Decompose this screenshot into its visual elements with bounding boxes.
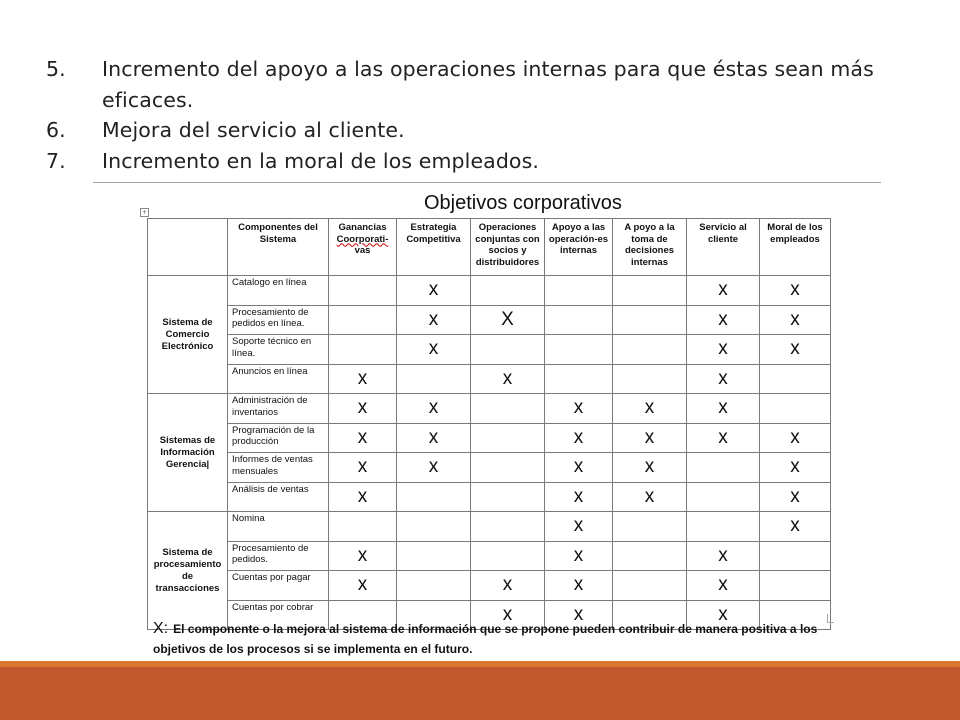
mark-cell: x (397, 305, 471, 335)
mark-cell (397, 364, 471, 394)
mark-cell: x (613, 394, 687, 424)
mark-cell: x (329, 364, 397, 394)
table-row (148, 305, 831, 335)
table-body (148, 276, 831, 630)
mark-cell (471, 541, 545, 571)
table-row (148, 423, 831, 453)
table-row (148, 335, 831, 365)
mark-cell (329, 335, 397, 365)
mark-cell (545, 276, 613, 306)
list-text: Mejora del servicio al cliente. (102, 118, 405, 142)
header-ganancias-line2: Coorporati- (336, 233, 389, 245)
header-apoyo-operaciones: Apoyo a las operación-es internas (545, 219, 613, 276)
component-cell: Catalogo en línea (228, 276, 329, 306)
mark-cell (545, 364, 613, 394)
header-estrategia: Estrategia Competitiva (397, 219, 471, 276)
table-header-row (148, 219, 831, 276)
header-operaciones: Operaciones conjuntas con socios y distribuidores (471, 219, 545, 276)
mark-cell: x (687, 364, 760, 394)
header-apoyo-decisiones: A poyo a la toma de decisiones internas (613, 219, 687, 276)
mark-cell (760, 541, 831, 571)
mark-cell (397, 571, 471, 601)
header-moral: Moral de los empleados (760, 219, 831, 276)
mark-cell: x (397, 394, 471, 424)
footnote-key: X: (153, 620, 169, 637)
mark-cell (471, 335, 545, 365)
mark-cell (471, 453, 545, 483)
component-cell: Anuncios en línea (228, 364, 329, 394)
mark-cell: x (760, 305, 831, 335)
footer-band (0, 661, 960, 720)
component-cell: Nomina (228, 512, 329, 542)
mark-cell: x (471, 600, 545, 630)
mark-cell (545, 335, 613, 365)
table-row (148, 276, 831, 306)
header-empty (148, 219, 228, 276)
list-item (46, 115, 906, 146)
footnote (153, 619, 853, 659)
mark-cell (760, 364, 831, 394)
list-text: Incremento del apoyo a las operaciones internas para que éstas sean más eficaces. (102, 57, 874, 112)
mark-cell (329, 512, 397, 542)
component-cell: Programación de la producción (228, 423, 329, 453)
mark-cell: x (545, 571, 613, 601)
table-row (148, 364, 831, 394)
mark-cell: x (687, 335, 760, 365)
list-item (46, 146, 906, 177)
mark-cell: x (471, 364, 545, 394)
mark-cell (397, 541, 471, 571)
header-components: Componentes del Sistema (228, 219, 329, 276)
component-cell: Procesamiento de pedidos en línea. (228, 305, 329, 335)
mark-cell: x (329, 423, 397, 453)
header-ganancias-line3: vas (354, 245, 371, 256)
table-row (148, 453, 831, 483)
mark-cell (613, 305, 687, 335)
mark-cell (471, 276, 545, 306)
list-number: 6. (46, 118, 66, 142)
mark-cell: x (397, 335, 471, 365)
mark-cell: x (545, 512, 613, 542)
mark-cell (760, 394, 831, 424)
mark-cell: x (760, 453, 831, 483)
mark-cell (471, 394, 545, 424)
mark-cell: x (687, 600, 760, 630)
component-cell: Administración de inventarios (228, 394, 329, 424)
mark-cell (545, 305, 613, 335)
header-servicio: Servicio al cliente (687, 219, 760, 276)
mark-cell (397, 482, 471, 512)
mark-cell: x (329, 541, 397, 571)
mark-cell (613, 512, 687, 542)
list-text: Incremento en la moral de los empleados. (102, 148, 539, 173)
mark-cell: x (545, 541, 613, 571)
mark-cell: x (687, 276, 760, 306)
mark-cell: x (613, 453, 687, 483)
component-cell: Análisis de ventas (228, 482, 329, 512)
mark-cell (760, 571, 831, 601)
mark-cell: x (545, 423, 613, 453)
list-number: 7. (46, 148, 66, 173)
table-row (148, 512, 831, 542)
mark-cell: x (329, 571, 397, 601)
list-number: 5. (46, 57, 66, 81)
mark-cell: x (397, 276, 471, 306)
objectives-matrix-table (147, 218, 831, 630)
mark-cell (687, 482, 760, 512)
mark-cell (613, 364, 687, 394)
header-ganancias (329, 219, 397, 276)
list-item (46, 54, 906, 115)
mark-cell (329, 276, 397, 306)
mark-cell: x (545, 482, 613, 512)
mark-cell (613, 541, 687, 571)
mark-cell: x (760, 276, 831, 306)
mark-cell: x (613, 423, 687, 453)
footnote-text: El componente o la mejora al sistema de información que se propone pueden contribuir de manera positiva a los objetivos de los procesos si se implementa en el futuro. (153, 622, 818, 656)
mark-cell (613, 335, 687, 365)
mark-cell: x (329, 394, 397, 424)
mark-cell: x (397, 423, 471, 453)
mark-cell: x (687, 394, 760, 424)
table-anchor-icon[interactable]: + (141, 209, 148, 216)
mark-cell: x (760, 512, 831, 542)
mark-cell: x (760, 335, 831, 365)
table-row (148, 482, 831, 512)
mark-cell: x (471, 571, 545, 601)
mark-cell: x (613, 482, 687, 512)
system-name-cell: Sistemas de Información Gerencia| (148, 394, 228, 512)
table-row (148, 394, 831, 424)
mark-cell: x (760, 423, 831, 453)
divider-line (93, 182, 881, 183)
mark-cell (613, 571, 687, 601)
system-name-cell: Sistema de Comercio Electrónico (148, 276, 228, 394)
mark-cell (613, 276, 687, 306)
component-cell: Cuentas por pagar (228, 571, 329, 601)
numbered-list (46, 54, 906, 176)
component-cell: Procesamiento de pedidos. (228, 541, 329, 571)
mark-cell (471, 512, 545, 542)
mark-cell (329, 305, 397, 335)
table-row (148, 571, 831, 601)
mark-cell: x (329, 453, 397, 483)
mark-cell: x (687, 571, 760, 601)
mark-cell (687, 512, 760, 542)
component-cell: Cuentas por cobrar (228, 600, 329, 630)
mark-cell: x (545, 600, 613, 630)
mark-cell: x (545, 453, 613, 483)
figure-title: Objetivos corporativos (424, 192, 622, 214)
table-row (148, 541, 831, 571)
mark-cell (397, 512, 471, 542)
mark-cell (471, 423, 545, 453)
component-cell: Soporte técnico en línea. (228, 335, 329, 365)
mark-cell: x (545, 394, 613, 424)
mark-cell: X (471, 305, 545, 335)
mark-cell: x (687, 541, 760, 571)
system-name-cell: Sistema de procesamiento de transacciones (148, 512, 228, 630)
mark-cell (687, 453, 760, 483)
mark-cell: x (687, 305, 760, 335)
mark-cell (471, 482, 545, 512)
mark-cell: x (329, 482, 397, 512)
mark-cell: x (760, 482, 831, 512)
component-cell: Informes de ventas mensuales (228, 453, 329, 483)
header-ganancias-line1: Ganancias (338, 222, 387, 233)
mark-cell: x (397, 453, 471, 483)
footer-band-highlight (0, 661, 960, 667)
mark-cell: x (687, 423, 760, 453)
